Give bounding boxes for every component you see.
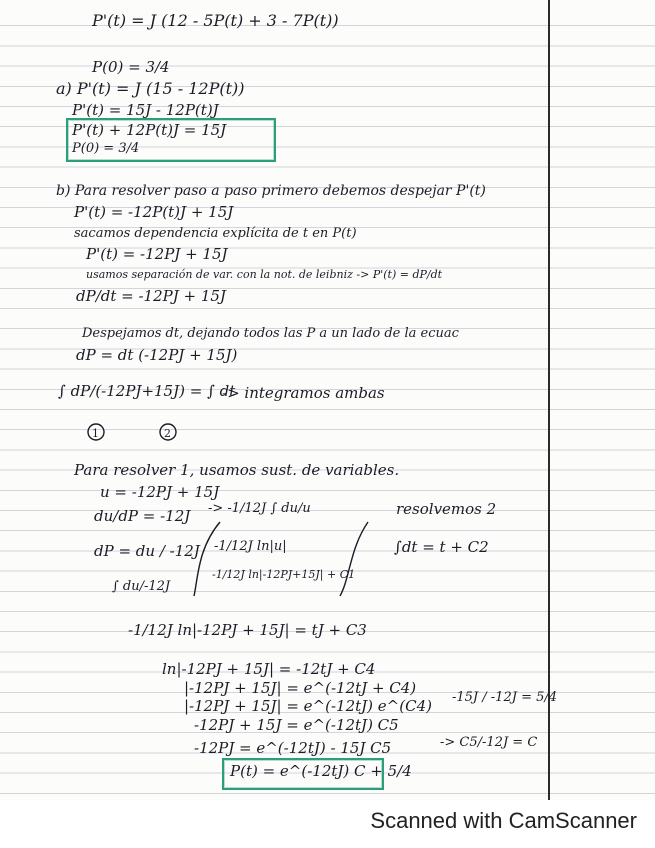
isolated-p-equation: -12PJ = e^(-12tJ) - 15J C5 [194, 739, 392, 757]
simplified-equation: P'(t) = -12PJ + 15J [86, 245, 228, 263]
expanded-equation: P'(t) = 15J - 12P(t)J [72, 101, 219, 119]
constant-ratio: -15J / -12J = 5/4 [452, 690, 558, 705]
exp-split-equation: |-12PJ + 15J| = e^(-12tJ) e^(C4) [184, 697, 432, 715]
dp-equation: dP = dt (-12PJ + 15J) [76, 346, 238, 364]
du-integral: ∫ du/-12J [112, 579, 171, 594]
circled-labels [84, 420, 194, 444]
leibniz-equation: dP/dt = -12PJ + 15J [76, 287, 226, 305]
camscanner-watermark: Scanned with CamScanner [370, 808, 637, 833]
ln-substituted: -1/12J ln|-12PJ+15J| + C1 [212, 568, 356, 581]
leibniz-note: usamos separación de var. con la not. de leibniz -> P'(t) = dP/dt [86, 268, 443, 281]
du-dp: du/dP = -12J [94, 507, 191, 525]
solve-2-note: resolvemos 2 [396, 500, 497, 518]
final-solution: P(t) = e^(-12tJ) C + 5/4 [230, 762, 412, 780]
part-a-equation: a) P'(t) = J (15 - 12P(t)) [56, 79, 245, 98]
margin-line [548, 0, 550, 800]
boxed-ode: P'(t) + 12P(t)J = 15J [72, 121, 227, 139]
combined-equation: -1/12J ln|-12PJ + 15J| = tJ + C3 [128, 621, 367, 639]
constant-c: -> C5/-12J = C [440, 735, 538, 750]
abs-exp-equation: |-12PJ + 15J| = e^(-12tJ + C4) [184, 679, 417, 697]
u-integral: -> -1/12J ∫ du/u [208, 501, 311, 516]
c5-equation: -12PJ + 15J = e^(-12tJ) C5 [194, 716, 399, 734]
dt-integral: ∫dt = t + C2 [394, 538, 489, 556]
boxed-initial-condition: P(0) = 3/4 [72, 141, 140, 156]
connector-arrows [190, 518, 380, 598]
dp-in-du: dP = du / -12J [94, 542, 200, 560]
initial-condition: P(0) = 3/4 [92, 58, 170, 76]
u-definition: u = -12PJ + 15J [100, 483, 220, 501]
part-b-intro: b) Para resolver paso a paso primero debemos despejar P'(t) [56, 183, 486, 199]
substitution-intro: Para resolver 1, usamos sust. de variables. [74, 461, 400, 479]
integral-setup: ∫ dP/(-12PJ+15J) = ∫ dt [58, 382, 236, 400]
ln-u: -1/12J ln|u| [214, 539, 287, 554]
explicit-dependency-note: sacamos dependencia explícita de t en P(t) [74, 226, 357, 241]
equation-line-1: P'(t) = J (12 - 5P(t) + 3 - 7P(t)) [92, 11, 339, 30]
log-equation: ln|-12PJ + 15J| = -12tJ + C4 [162, 660, 376, 678]
circled-number-1: 1 [92, 427, 99, 440]
rearranged-equation: P'(t) = -12P(t)J + 15J [74, 203, 234, 221]
circled-number-2: 2 [164, 427, 171, 440]
integrate-both-note: -> integramos ambas [222, 384, 385, 402]
isolate-dt-note: Despejamos dt, dejando todos las P a un lado de la ecuac [82, 326, 459, 341]
